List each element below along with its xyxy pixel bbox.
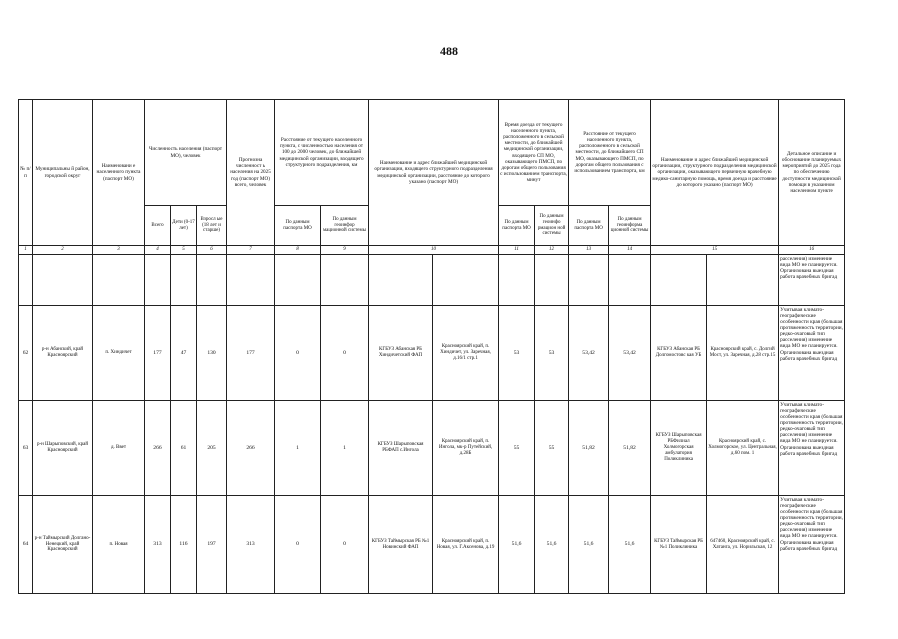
header-km-gis: По данным геоинформа ционной системы [609, 206, 651, 246]
col-number: 15 [651, 246, 779, 255]
org-address: Красноярский край, п. Новая, ул. Г.Аксенова, д.19 [433, 496, 499, 594]
col-number: 11 [499, 246, 535, 255]
population-total: 266 [145, 401, 171, 496]
col-number: 4 [145, 246, 171, 255]
distance-passport: 0 [275, 306, 321, 401]
locality: п. Хиндичет [93, 306, 145, 401]
km-passport: 53,42 [569, 306, 609, 401]
population-children: 116 [171, 496, 197, 594]
table-row [19, 496, 845, 594]
row-number: 62 [19, 306, 33, 401]
pmsp-address: Красноярский край, с. Холмогорское, ул. Центральная, д.60 пом. 1 [707, 401, 779, 496]
column-numbers-row [19, 246, 845, 255]
col-number: 2 [33, 246, 93, 255]
header-org-name-address: Наименование и адрес ближайшей медицинской организации, входящего структурного подразделения медицинской организации, расстояние до которого указано (паспорт МО) [369, 100, 499, 246]
header-travel-time: Время доезда от текущего населенного пункта, расположенного в сельской местности, до ближайшей медицинской организации, входящего СП МО, оказывающего ПМСП, по дорогам общего пользования с использованием транспорта, минут [499, 100, 569, 206]
population-children: 61 [171, 401, 197, 496]
table-row [19, 306, 845, 401]
col-number: 7 [227, 246, 275, 255]
header-adults: Взросл ые (18 лет и старше) [197, 206, 227, 246]
org-name: КГБУЗ Абанская РБ Хиндичетский ФАП [369, 306, 433, 401]
km-gis: 51,6 [609, 496, 651, 594]
pmsp-name: КГБУЗ Абанская РБ Долгомостовс кая УБ [651, 306, 707, 401]
header-km-passport: По данным паспорта МО [569, 206, 609, 246]
header-time-passport: По данным паспорта МО [499, 206, 535, 246]
col-number: 13 [569, 246, 609, 255]
table-row-continuation [19, 255, 845, 306]
description: Учитывая климато-географические особенности края (большая протяженность территории, редко-очаговый тип расселения) изменение вида МО не планируется. Организована выездная работа врачебных бригад [779, 401, 845, 496]
pmsp-name: КГБУЗ Таймырская РБ №1 Поликлиника [651, 496, 707, 594]
header-total: Всего [145, 206, 171, 246]
population-adults: 197 [197, 496, 227, 594]
header-description: Детальное описание и обоснование планируемых мероприятий до 2025 года по обеспечению доступности медицинской помощи в указанном населенном пункте [779, 100, 845, 246]
district: р-н Шарыповский, край Красноярский [33, 401, 93, 496]
col-number: 9 [321, 246, 369, 255]
col-number: 5 [171, 246, 197, 255]
population-adults: 205 [197, 401, 227, 496]
org-address: Красноярский край, п. Ингола, мк-р Путейский, д.28Б [433, 401, 499, 496]
col-number: 16 [779, 246, 845, 255]
continuation-text: расселения) изменение вида МО не планируется. Организована выездная работа врачебных бригад [779, 255, 845, 306]
forecast-2025: 177 [227, 306, 275, 401]
header-time-gis: По данным геоинфо рмацион ной системы [535, 206, 569, 246]
header-dist-passport: По данным паспорта МО [275, 206, 321, 246]
header-children: Дети (0-17 лет) [171, 206, 197, 246]
locality: д. Ввет [93, 401, 145, 496]
pmsp-address: Красноярский край, с. Долгий Мост, ул. Заречная, д.28 стр.15 [707, 306, 779, 401]
time-passport: 51,6 [499, 496, 535, 594]
org-name: КГБУЗ Таймырская РБ №1 Новинский ФАП [369, 496, 433, 594]
header-dist-gis: По данным геоинфор мационной системы [321, 206, 369, 246]
col-number: 10 [369, 246, 499, 255]
time-gis: 51,6 [535, 496, 569, 594]
col-number: 3 [93, 246, 145, 255]
distance-passport: 1 [275, 401, 321, 496]
description: Учитывая климато-географические особенности края (большая протяженность территории, редко-очаговый тип расселения) изменение вида МО не планируется. Организована выездная работа врачебных бригад [779, 496, 845, 594]
header-forecast: Прогнозна численност ь населения на 2025 год (паспорт МО) всего, человек [227, 100, 275, 246]
header-population: Численность населения (паспорт МО), человек [145, 100, 227, 206]
header-district: Муниципальны й район, городской округ [33, 100, 93, 246]
forecast-2025: 266 [227, 401, 275, 496]
document-table [18, 99, 845, 594]
district: р-н Таймырский Долгано-Ненецкий, край Красноярский [33, 496, 93, 594]
header-distance-pmsp: Расстояние от текущего населенного пункта, расположенного в сельской местности, до ближайшего СП МО, оказывающего ПМСП, по дорогам общего пользования с использованием транспорта, км [569, 100, 651, 206]
population-children: 47 [171, 306, 197, 401]
population-adults: 130 [197, 306, 227, 401]
pmsp-address: 647460, Красноярский край, с. Хатанга, ул. Норильская, 12 [707, 496, 779, 594]
col-number: 6 [197, 246, 227, 255]
header-pmsp-org: Наименование и адрес ближайшей медицинской организации, структурного подразделения медицинской организации, оказывающего первичную врачебную медико-санитарную помощь, время доезда и расстояние до которого указано (паспорт МО) [651, 100, 779, 246]
col-number: 1 [19, 246, 33, 255]
time-passport: 55 [499, 401, 535, 496]
time-passport: 53 [499, 306, 535, 401]
description: Учитывая климато-географические особенности края (большая протяженность территории, редко-очаговый тип расселения) изменение вида МО не планируется. Организована выездная работа врачебных бригад [779, 306, 845, 401]
distance-gis: 1 [321, 401, 369, 496]
forecast-2025: 313 [227, 496, 275, 594]
header-distance-org: Расстояние от текущего населенного пункта, с численностью населения от 100 до 2000 человек, до ближайшей медицинской организации, входящего структурного подразделения, км [275, 100, 369, 206]
population-total: 177 [145, 306, 171, 401]
km-passport: 51,82 [569, 401, 609, 496]
pmsp-name: КГБУЗ Шарыповская РБФилиал Холмогорская амбулатория Поликлиника [651, 401, 707, 496]
km-passport: 51,6 [569, 496, 609, 594]
district: р-н Абанский, край Красноярский [33, 306, 93, 401]
org-address: Красноярский край, п. Хиндичет, ул. Заречная, д.16/1 стр.1 [433, 306, 499, 401]
locality: п. Новая [93, 496, 145, 594]
km-gis: 51,82 [609, 401, 651, 496]
org-name: КГБУЗ Шарыповская РБФАП с.Ингола [369, 401, 433, 496]
time-gis: 55 [535, 401, 569, 496]
table-row [19, 401, 845, 496]
population-total: 313 [145, 496, 171, 594]
km-gis: 53,42 [609, 306, 651, 401]
header-number: № п/ п [19, 100, 33, 246]
row-number: 64 [19, 496, 33, 594]
distance-gis: 0 [321, 306, 369, 401]
time-gis: 53 [535, 306, 569, 401]
col-number: 14 [609, 246, 651, 255]
page-number: 488 [440, 44, 458, 58]
distance-passport: 0 [275, 496, 321, 594]
header-locality: Наименовани е населенного пункта (паспорт МО) [93, 100, 145, 246]
col-number: 8 [275, 246, 321, 255]
distance-gis: 0 [321, 496, 369, 594]
row-number: 63 [19, 401, 33, 496]
col-number: 12 [535, 246, 569, 255]
